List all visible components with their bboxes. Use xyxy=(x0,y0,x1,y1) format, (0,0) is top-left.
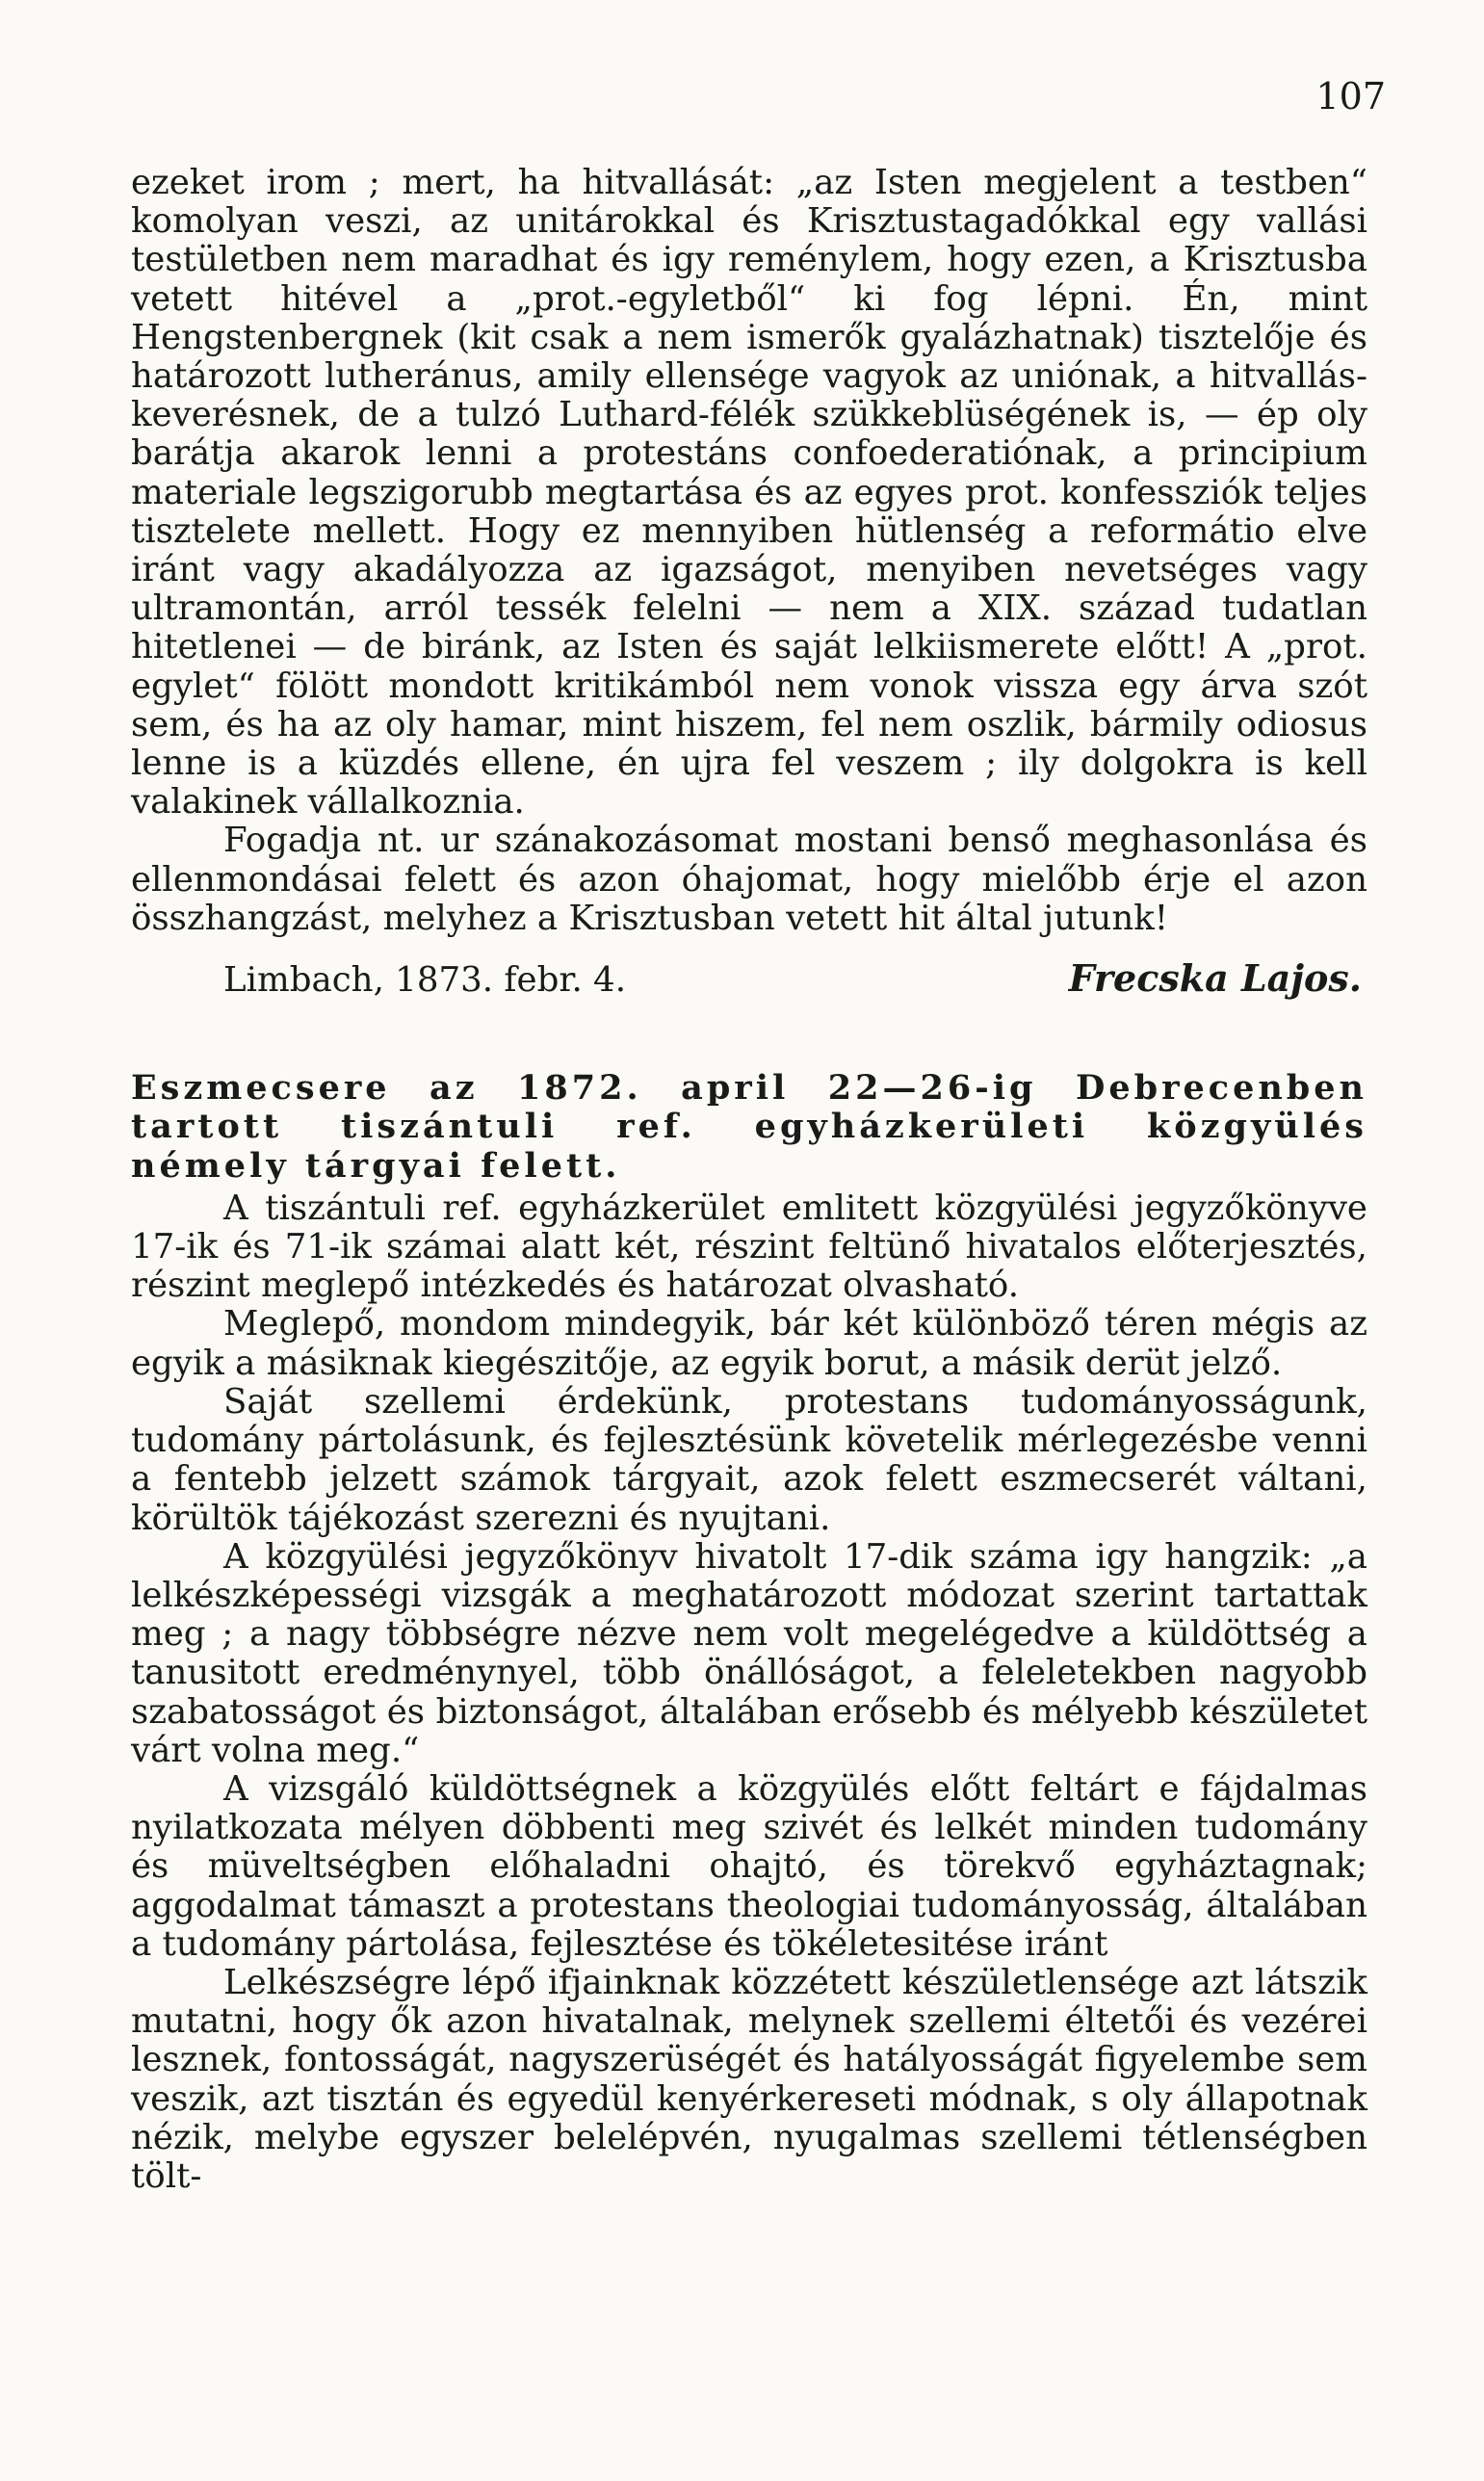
signature-place-date: Limbach, 1873. febr. 4. xyxy=(223,960,627,1001)
signature-name: Frecska Lajos. xyxy=(1068,956,1362,1001)
paragraph-bottom-1: A tiszántuli ref. egyházkerület emlitett közgyülési jegyzőkönyve 17-ik és 71-ik számai alatt két, részint feltünő hivatalos előterjesztés, részint meglepő intézkedés és határozat olvasható. xyxy=(131,1188,1367,1306)
section-title: Eszmecsere az 1872. april 22—26-ig Debrecenben tartott tiszántuli ref. egyházkerületi közgyülés némely tárgyai felett. xyxy=(131,1068,1367,1186)
paragraph-bottom-5: A vizsgáló küldöttségnek a közgyülés előtt feltárt e fájdalmas nyilatkozata mélyen döbbenti meg szivét és lelkét minden tudomány és müveltségben előhaladni ohajtó, és törekvő egyháztagnak; aggodalmat támaszt a protestans theologiai tudományosság, általában a tudomány pártolása, fejlesztése és tökéletesitése iránt xyxy=(131,1768,1367,1964)
paragraph-bottom-6: Lelkészségre lépő ifjainknak közzétett készületlensége azt látszik mutatni, hogy ők azon hivatalnak, melynek szellemi éltetői és vezérei lesznek, fontosságát, nagyszerüségét és hatályosságát figyelembe sem veszik, azt tisztán és egyedül kenyérkereseti módnak, s oly állapotnak nézik, melybe egyszer belelépvén, nyugalmas szellemi tétlenségben tölt- xyxy=(131,1962,1367,2196)
paragraph-top-1: ezeket irom ; mert, ha hitvallását: „az Isten megjelent a testben“ komolyan veszi, az unitárokkal és Krisztustagadókkal egy vallási testületben nem maradhat és igy reménylem, hogy ezen, a Krisztusba vetett hitével a „prot.-egyletből“ ki fog lépni. Én, mint Hengstenbergnek (kit csak a nem ismerők gyalázhatnak) tisztelője és határozott lutheránus, amily ellensége vagyok az uniónak, a hitvallás-keverésnek, de a tulzó Luthard-félék szükkeblüségének is, — ép oly barátja akarok lenni a protestáns confoederatiónak, a principium materiale legszigorubb megtartása és az egyes prot. konfessziók teljes tisztelete mellett. Hogy ez mennyiben hütlenség a reformátio elve iránt vagy akadályozza az igazságot, menyiben nevetséges vagy ultramontán, arról tessék felelni — nem a XIX. század tudatlan hitetlenei — de biránk, az Isten és saját lelkiismerete előtt! A „prot. egylet“ fölött mondott kritikámból nem vonok vissza egy árva szót sem, és ha az oly hamar, mint hiszem, fel nem oszlik, bármily odiosus lenne is a küzdés ellene, én ujra fel veszem ; ily dolgokra is kell valakinek vállalkoznia. xyxy=(131,163,1367,823)
page-number: 107 xyxy=(1315,75,1386,118)
paragraph-bottom-4: A közgyülési jegyzőkönyv hivatolt 17-dik száma igy hangzik: „a lelkészképességi vizsgák a meghatározott módozat szerint tartattak meg ; a nagy többségre nézve nem volt megelégedve a küldöttség a tanusitott eredménynyel, több önállóságot, a feleletekben nagyobb szabatosságot és biztonságot, általában erősebb és mélyebb készületet várt volna meg.“ xyxy=(131,1536,1367,1770)
page-content xyxy=(131,164,1367,2196)
paragraph-bottom-3: Saját szellemi érdekünk, protestans tudományosságunk, tudomány pártolásunk, és fejlesztésünk követelik mérlegezésbe venni a fentebb jelzett számok tárgyait, azok felett eszmecserét váltani, körültök tájékozást szerezni és nyujtani. xyxy=(131,1381,1367,1538)
signature-line xyxy=(131,956,1367,1001)
paragraph-bottom-2: Meglepő, mondom mindegyik, bár két különböző téren mégis az egyik a másiknak kiegészitője, az egyik borut, a másik derüt jelző. xyxy=(131,1304,1367,1383)
paragraph-top-2: Fogadja nt. ur szánakozásomat mostani benső meghasonlása és ellenmondásai felett és azon óhajomat, hogy mielőbb érje el azon összhangzást, melyhez a Krisztusban vetett hit által jutunk! xyxy=(131,821,1367,938)
